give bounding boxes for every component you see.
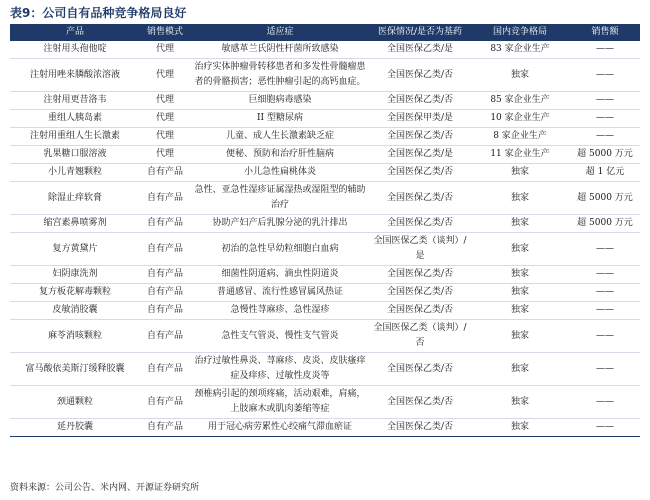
table-row [10, 266, 640, 284]
cell-indication: 敏感革兰氏阴性杆菌所致感染 [190, 41, 370, 59]
table-row [10, 41, 640, 59]
cell-sales: —— [570, 92, 640, 110]
cell-insurance: 全国医保乙类/是 [370, 41, 470, 59]
cell-sales: —— [570, 302, 640, 320]
cell-sales: —— [570, 128, 640, 146]
table-row [10, 164, 640, 182]
cell-insurance: 全国医保乙类/否 [370, 302, 470, 320]
table-row [10, 386, 640, 419]
header-sales: 销售额 [570, 24, 640, 41]
cell-product: 皮敏消胶囊 [10, 302, 140, 320]
cell-sales-mode: 自有产品 [140, 320, 190, 353]
cell-product: 复方黄黛片 [10, 233, 140, 266]
cell-product: 注射用唑来膦酸浓溶液 [10, 59, 140, 92]
header-indication: 适应症 [190, 24, 370, 41]
cell-sales-mode: 自有产品 [140, 182, 190, 215]
cell-product: 缩宫素鼻喷雾剂 [10, 215, 140, 233]
table-row [10, 284, 640, 302]
cell-sales: —— [570, 284, 640, 302]
cell-sales-mode: 自有产品 [140, 302, 190, 320]
cell-competition: 独家 [470, 353, 570, 386]
cell-insurance: 全国医保乙类/否 [370, 182, 470, 215]
table-row [10, 419, 640, 437]
cell-sales-mode: 自有产品 [140, 215, 190, 233]
cell-sales-mode: 代理 [140, 41, 190, 59]
cell-indication: II 型糖尿病 [190, 110, 370, 128]
cell-sales-mode: 自有产品 [140, 266, 190, 284]
cell-insurance: 全国医保乙类/否 [370, 419, 470, 437]
cell-indication: 协助产妇产后乳腺分泌的乳汁排出 [190, 215, 370, 233]
cell-indication: 治疗实体肿瘤骨转移患者和多发性骨髓瘤患者的骨骼损害；恶性肿瘤引起的高钙血症。 [190, 59, 370, 92]
cell-insurance: 全国医保乙类（谈判）/否 [370, 320, 470, 353]
cell-competition: 独家 [470, 215, 570, 233]
table-title: 表9：公司自有品种竞争格局良好 [10, 6, 187, 20]
cell-sales: —— [570, 110, 640, 128]
cell-sales: —— [570, 41, 640, 59]
cell-sales-mode: 自有产品 [140, 353, 190, 386]
cell-competition: 独家 [470, 164, 570, 182]
cell-competition: 8 家企业生产 [470, 128, 570, 146]
cell-competition: 独家 [470, 266, 570, 284]
cell-indication: 急慢性荨麻疹、急性湿疹 [190, 302, 370, 320]
cell-insurance: 全国医保乙类/否 [370, 284, 470, 302]
cell-competition: 独家 [470, 320, 570, 353]
cell-product: 颈通颗粒 [10, 386, 140, 419]
cell-insurance: 全国医保乙类/是 [370, 146, 470, 164]
cell-competition: 独家 [470, 59, 570, 92]
cell-sales-mode: 代理 [140, 146, 190, 164]
header-insurance: 医保情况/是否为基药 [370, 24, 470, 41]
table-row [10, 233, 640, 266]
header-sales-mode: 销售模式 [140, 24, 190, 41]
cell-sales-mode: 代理 [140, 59, 190, 92]
cell-indication: 颈椎病引起的颈项疼痛，活动艰难，肩痛，上肢麻木或肌肉萎缩等症 [190, 386, 370, 419]
cell-competition: 83 家企业生产 [470, 41, 570, 59]
cell-sales: 超 1 亿元 [570, 164, 640, 182]
cell-sales-mode: 自有产品 [140, 284, 190, 302]
header-competition: 国内竞争格局 [470, 24, 570, 41]
cell-product: 注射用重组人生长激素 [10, 128, 140, 146]
cell-sales: 超 5000 万元 [570, 182, 640, 215]
cell-competition: 独家 [470, 182, 570, 215]
cell-sales: —— [570, 320, 640, 353]
cell-sales: —— [570, 59, 640, 92]
cell-sales: —— [570, 386, 640, 419]
cell-insurance: 全国医保乙类/否 [370, 353, 470, 386]
cell-competition: 独家 [470, 302, 570, 320]
cell-sales: —— [570, 266, 640, 284]
cell-sales-mode: 代理 [140, 128, 190, 146]
cell-sales-mode: 自有产品 [140, 419, 190, 437]
cell-product: 复方板花解毒颗粒 [10, 284, 140, 302]
table-row [10, 302, 640, 320]
cell-product: 除湿止痒软膏 [10, 182, 140, 215]
cell-insurance: 全国医保乙类/否 [370, 266, 470, 284]
cell-sales-mode: 自有产品 [140, 164, 190, 182]
cell-sales: —— [570, 353, 640, 386]
table-row [10, 215, 640, 233]
cell-sales: —— [570, 419, 640, 437]
cell-product: 妇阴康洗剂 [10, 266, 140, 284]
table-row [10, 320, 640, 353]
cell-indication: 治疗过敏性鼻炎、荨麻疹、皮炎、皮肤瘙痒症及痒疹、过敏性皮炎等 [190, 353, 370, 386]
cell-sales-mode: 代理 [140, 92, 190, 110]
cell-product: 乳果糖口服溶液 [10, 146, 140, 164]
cell-competition: 独家 [470, 386, 570, 419]
table-row [10, 182, 640, 215]
cell-indication: 细菌性阴道病、滴虫性阴道炎 [190, 266, 370, 284]
cell-competition: 独家 [470, 233, 570, 266]
table-row [10, 146, 640, 164]
cell-sales-mode: 代理 [140, 110, 190, 128]
table-header-row [10, 24, 640, 41]
cell-product: 富马酸依美斯汀缓释胶囊 [10, 353, 140, 386]
cell-sales-mode: 自有产品 [140, 233, 190, 266]
cell-indication: 小儿急性扁桃体炎 [190, 164, 370, 182]
cell-competition: 独家 [470, 419, 570, 437]
table-row [10, 92, 640, 110]
cell-indication: 用于冠心病劳累性心绞痛气滞血瘀证 [190, 419, 370, 437]
cell-indication: 急性、亚急性湿疹证属湿热或湿阻型的辅助治疗 [190, 182, 370, 215]
cell-insurance: 全国医保乙类/否 [370, 215, 470, 233]
cell-insurance: 全国医保甲类/是 [370, 110, 470, 128]
source-note: 资料来源：公司公告、米内网、开源证券研究所 [10, 483, 200, 493]
cell-indication: 巨细胞病毒感染 [190, 92, 370, 110]
cell-insurance: 全国医保乙类/否 [370, 164, 470, 182]
cell-insurance: 全国医保乙类/否 [370, 59, 470, 92]
cell-indication: 普通感冒、流行性感冒属风热证 [190, 284, 370, 302]
cell-competition: 10 家企业生产 [470, 110, 570, 128]
cell-insurance: 全国医保乙类/否 [370, 128, 470, 146]
drug-competition-table [10, 24, 640, 437]
cell-product: 重组人胰岛素 [10, 110, 140, 128]
cell-insurance: 全国医保乙类/否 [370, 92, 470, 110]
cell-sales-mode: 自有产品 [140, 386, 190, 419]
cell-insurance: 全国医保乙类/否 [370, 386, 470, 419]
cell-product: 麻苓消咳颗粒 [10, 320, 140, 353]
table-row [10, 110, 640, 128]
table-row [10, 128, 640, 146]
cell-indication: 便秘、预防和治疗肝性脑病 [190, 146, 370, 164]
cell-competition: 11 家企业生产 [470, 146, 570, 164]
cell-sales: —— [570, 233, 640, 266]
table-body [10, 41, 640, 437]
cell-insurance: 全国医保乙类（谈判）/是 [370, 233, 470, 266]
cell-competition: 85 家企业生产 [470, 92, 570, 110]
cell-product: 小儿青翘颗粒 [10, 164, 140, 182]
cell-product: 延丹胶囊 [10, 419, 140, 437]
cell-indication: 初治的急性早幼粒细胞白血病 [190, 233, 370, 266]
header-product: 产品 [10, 24, 140, 41]
cell-competition: 独家 [470, 284, 570, 302]
table-row [10, 59, 640, 92]
cell-product: 注射用头孢他啶 [10, 41, 140, 59]
cell-indication: 急性支气管炎、慢性支气管炎 [190, 320, 370, 353]
cell-product: 注射用更昔洛韦 [10, 92, 140, 110]
table-row [10, 353, 640, 386]
cell-sales: 超 5000 万元 [570, 146, 640, 164]
cell-indication: 儿童、成人生长激素缺乏症 [190, 128, 370, 146]
cell-sales: 超 5000 万元 [570, 215, 640, 233]
